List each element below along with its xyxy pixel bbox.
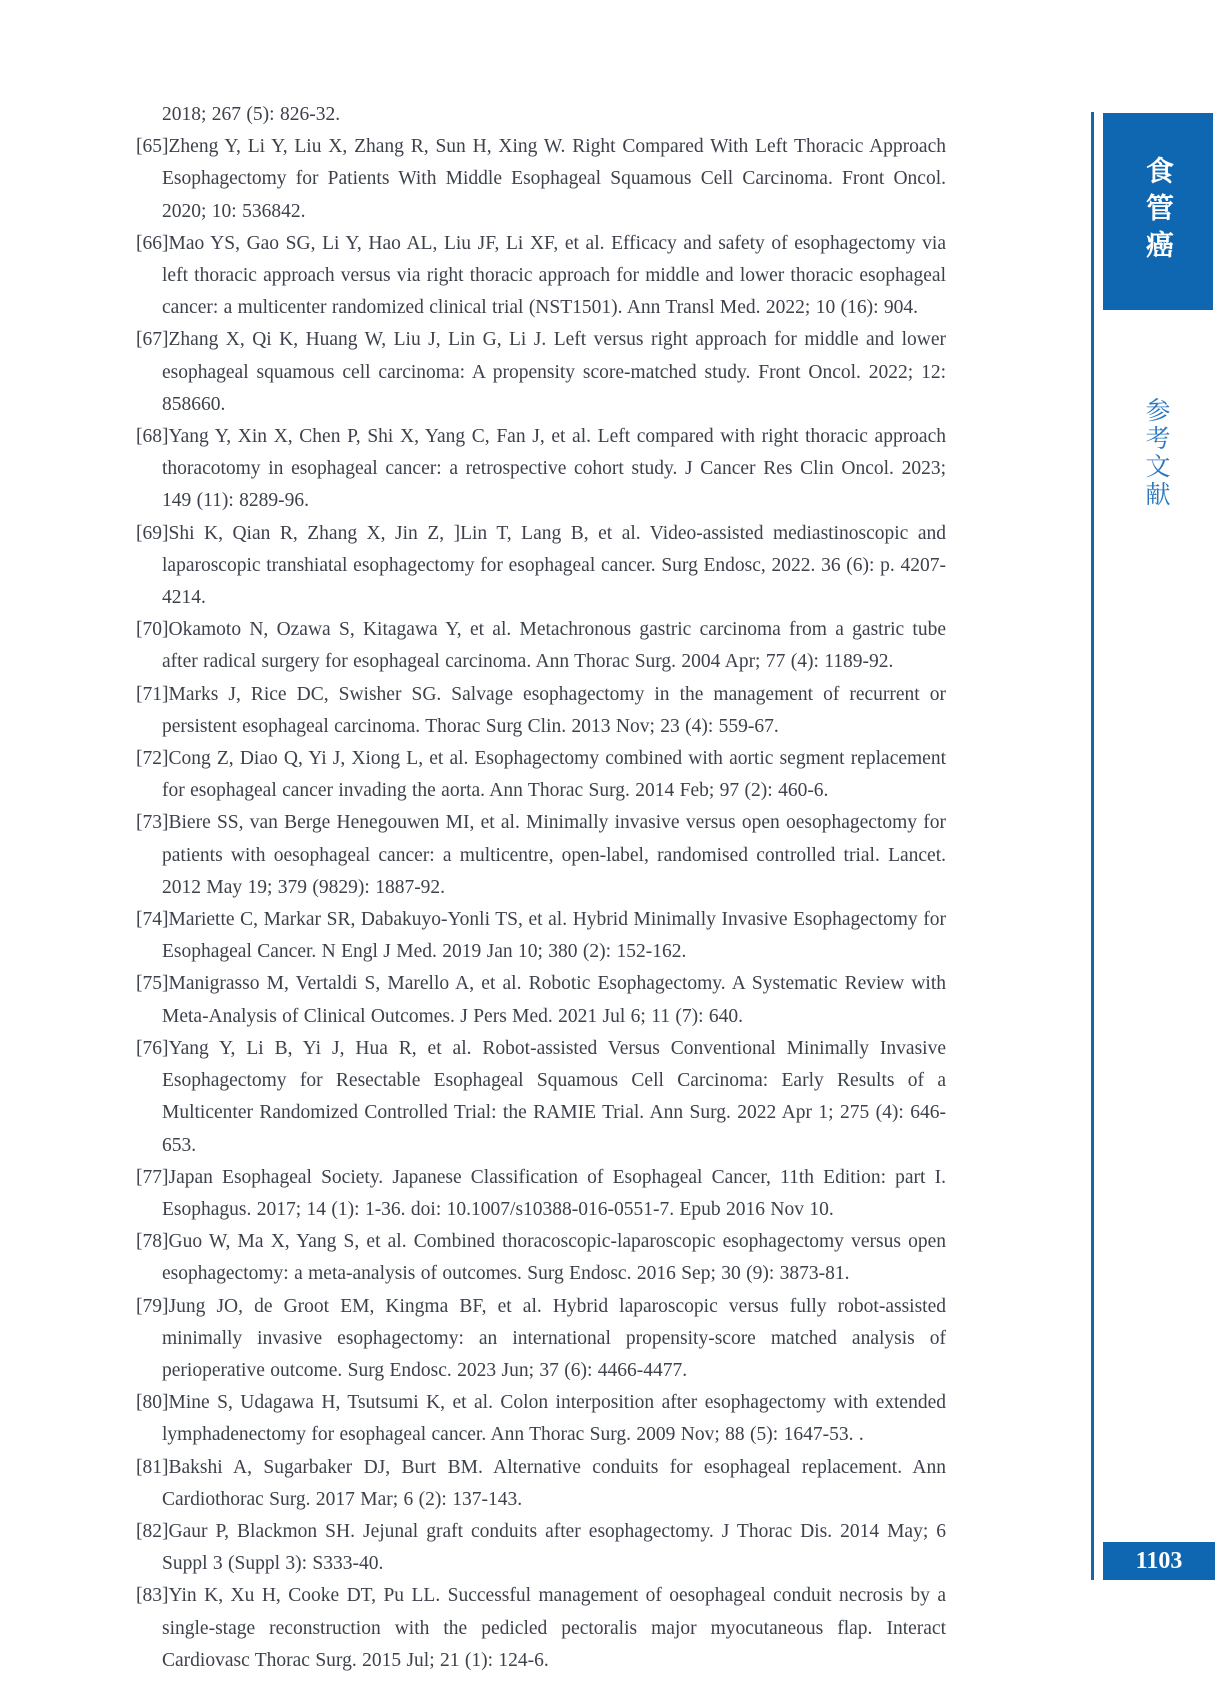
reference-number: [70] xyxy=(136,619,169,641)
reference-item xyxy=(136,1387,946,1451)
reference-number: [83] xyxy=(136,1585,169,1607)
reference-text: Yang Y, Li B, Yi J, Hua R, et al. Robot-assisted Versus Conventional Minimally Invasive Esophagectomy for Resectable Esophageal Squamous Cell Carcinoma: Early Results of a Multicenter Randomized Controlled Trial: the RAMIE Trial. Ann Surg. 2022 Apr 1; 275 (4): 646-653. xyxy=(162,1037,946,1156)
sidebar-rule xyxy=(1091,112,1094,1580)
reference-text: Biere SS, van Berge Henegouwen MI, et al. Minimally invasive versus open oesophagectomy for patients with oesophageal cancer: a multicentre, open-label, randomised controlled trial. Lancet. 2012 May 19; 379 (9829): 1887-92. xyxy=(162,812,946,898)
reference-text: Manigrasso M, Vertaldi S, Marello A, et al. Robotic Esophagectomy. A Systematic Review with Meta-Analysis of Clinical Outcomes. J Pers Med. 2021 Jul 6; 11 (7): 640. xyxy=(162,973,946,1027)
reference-item xyxy=(136,228,946,325)
reference-number: [71] xyxy=(136,683,169,705)
reference-text: Shi K, Qian R, Zhang X, Jin Z, ]Lin T, Lang B, et al. Video-assisted mediastinoscopic and laparoscopic transhiatal esophagectomy for esophageal cancer. Surg Endosc, 2022. 36 (6): p. 4207-4214. xyxy=(162,522,946,609)
reference-item xyxy=(136,1162,946,1226)
reference-text: Mine S, Udagawa H, Tsutsumi K, et al. Colon interposition after esophagectomy with extended lymphadenectomy for esophageal cancer. Ann Thorac Surg. 2009 Nov; 88 (5): 1647-53. . xyxy=(162,1392,946,1446)
reference-text: Jung JO, de Groot EM, Kingma BF, et al. Hybrid laparoscopic versus fully robot-assisted minimally invasive esophagectomy: an international propensity-score matched analysis of perioperative outcome. Surg Endosc. 2023 Jun; 37 (6): 4466-4477. xyxy=(162,1295,946,1381)
reference-item xyxy=(136,1291,946,1388)
section-label: 参考文献 xyxy=(1142,397,1171,509)
chapter-tab-title: 食管癌 xyxy=(1142,156,1175,267)
reference-number: [80] xyxy=(136,1392,169,1414)
reference-text: Gaur P, Blackmon SH. Jejunal graft conduits after esophagectomy. J Thorac Dis. 2014 May; 6 Suppl 3 (Suppl 3): S333-40. xyxy=(162,1520,946,1575)
reference-number: [76] xyxy=(136,1037,169,1059)
reference-text: Okamoto N, Ozawa S, Kitagawa Y, et al. Metachronous gastric carcinoma from a gastric tube after radical surgery for esophageal carcinoma. Ann Thorac Surg. 2004 Apr; 77 (4): 1189-92. xyxy=(162,619,946,673)
reference-item xyxy=(136,421,946,518)
reference-item xyxy=(136,1033,946,1162)
reference-number: [69] xyxy=(136,522,169,544)
reference-item xyxy=(136,1226,946,1290)
page-number-badge xyxy=(1103,1542,1215,1580)
reference-text: Marks J, Rice DC, Swisher SG. Salvage esophagectomy in the management of recurrent or persistent esophageal carcinoma. Thorac Surg Clin. 2013 Nov; 23 (4): 559-67. xyxy=(162,683,946,737)
reference-item xyxy=(136,904,946,968)
reference-item xyxy=(136,614,946,678)
reference-number: [79] xyxy=(136,1295,169,1317)
reference-item xyxy=(136,1580,946,1677)
reference-text: Guo W, Ma X, Yang S, et al. Combined thoracoscopic-laparoscopic esophagectomy versus open esophagectomy: a meta-analysis of outcomes. Surg Endosc. 2016 Sep; 30 (9): 3873-81. xyxy=(162,1231,946,1285)
reference-item xyxy=(136,518,946,615)
reference-number: [67] xyxy=(136,329,169,351)
reference-item xyxy=(136,1516,946,1580)
page-number: 1103 xyxy=(1135,1547,1183,1574)
reference-item xyxy=(136,131,946,228)
reference-item xyxy=(136,968,946,1032)
reference-text: Yin K, Xu H, Cooke DT, Pu LL. Successful management of oesophageal conduit necrosis by a single-stage reconstruction with the pedicled pectoralis major myocutaneous flap. Interact Cardiovasc Thorac Surg. 2015 Jul; 21 (1): 124-6. xyxy=(162,1585,946,1671)
reference-number: [75] xyxy=(136,973,169,995)
reference-text: Zhang X, Qi K, Huang W, Liu J, Lin G, Li J. Left versus right approach for middle and lower esophageal squamous cell carcinoma: A propensity score-matched study. Front Oncol. 2022; 12: 858660. xyxy=(162,329,946,415)
reference-text: Bakshi A, Sugarbaker DJ, Burt BM. Alternative conduits for esophageal replacement. Ann Cardiothorac Surg. 2017 Mar; 6 (2): 137-143. xyxy=(162,1456,946,1510)
chapter-tab xyxy=(1103,113,1213,310)
reference-number: [72] xyxy=(136,748,169,770)
reference-number: [74] xyxy=(136,909,169,931)
reference-text: Zheng Y, Li Y, Liu X, Zhang R, Sun H, Xing W. Right Compared With Left Thoracic Approach Esophagectomy for Patients With Middle Esophageal Squamous Cell Carcinoma. Front Oncol. 2020; 10: 536842. xyxy=(162,136,946,222)
reference-text: Yang Y, Xin X, Chen P, Shi X, Yang C, Fan J, et al. Left compared with right thoracic approach thoracotomy in esophageal cancer: a retrospective cohort study. J Cancer Res Clin Oncol. 2023; 149 (11): 8289-96. xyxy=(162,426,946,512)
reference-text: Japan Esophageal Society. Japanese Classification of Esophageal Cancer, 11th Edition: part I. Esophagus. 2017; 14 (1): 1-36. doi: 10.1007/s10388-016-0551-7. Epub 2016 Nov 10. xyxy=(162,1166,946,1220)
references-list xyxy=(136,99,946,1677)
reference-text: Mao YS, Gao SG, Li Y, Hao AL, Liu JF, Li XF, et al. Efficacy and safety of esophagectomy via left thoracic approach versus via right thoracic approach for middle and lower thoracic esophageal cancer: a multicenter randomized clinical trial (NST1501). Ann Transl Med. 2022; 10 (16): 904. xyxy=(162,232,946,319)
reference-item xyxy=(136,679,946,743)
reference-text: Mariette C, Markar SR, Dabakuyo-Yonli TS, et al. Hybrid Minimally Invasive Esophagectomy for Esophageal Cancer. N Engl J Med. 2019 Jan 10; 380 (2): 152-162. xyxy=(162,909,946,963)
reference-number: [73] xyxy=(136,812,169,834)
reference-number: [82] xyxy=(136,1520,169,1542)
reference-continuation: 2018; 267 (5): 826-32. xyxy=(162,104,341,125)
reference-number: [78] xyxy=(136,1231,169,1253)
reference-number: [68] xyxy=(136,426,169,448)
reference-item xyxy=(136,743,946,807)
reference-item xyxy=(136,1452,946,1516)
reference-item xyxy=(136,807,946,904)
reference-text: Cong Z, Diao Q, Yi J, Xiong L, et al. Esophagectomy combined with aortic segment replacement for esophageal cancer invading the aorta. Ann Thorac Surg. 2014 Feb; 97 (2): 460-6. xyxy=(162,748,946,802)
reference-item xyxy=(136,324,946,421)
reference-number: [81] xyxy=(136,1456,169,1478)
reference-number: [65] xyxy=(136,136,169,158)
reference-number: [77] xyxy=(136,1166,169,1188)
reference-number: [66] xyxy=(136,232,169,254)
